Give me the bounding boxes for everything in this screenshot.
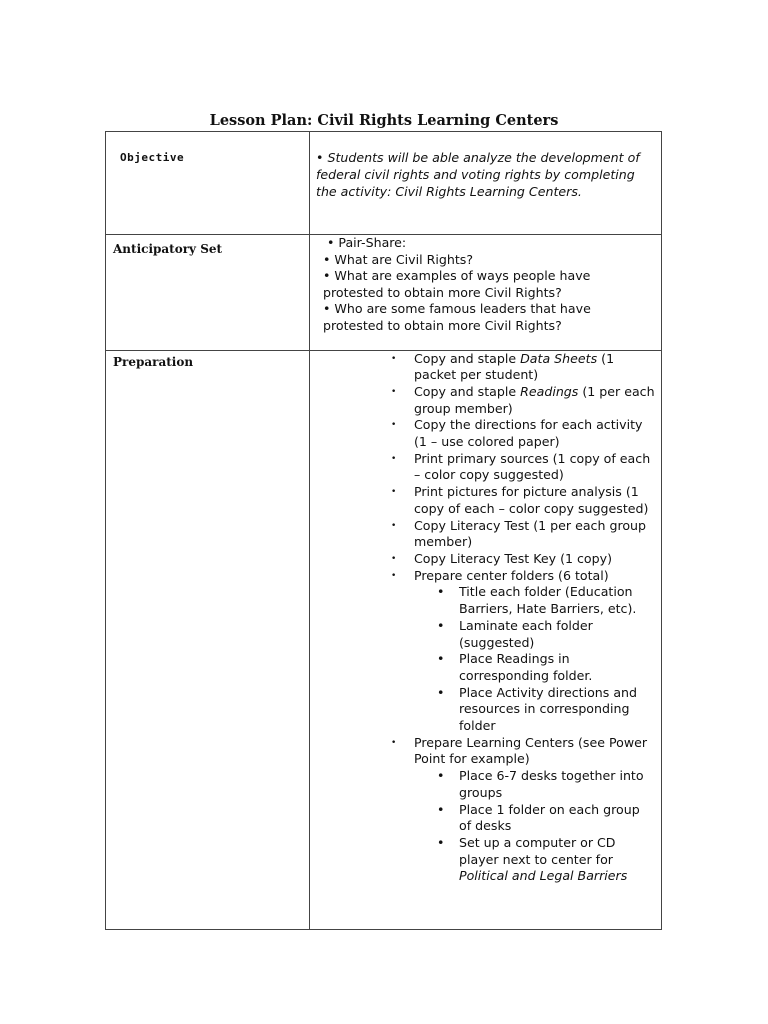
bullet: • <box>391 737 397 748</box>
objective-row <box>106 132 662 235</box>
list-item: • What are examples of ways people have protested to obtain more Civil Rights? <box>323 268 591 300</box>
list-item <box>391 450 655 484</box>
bullet: • <box>316 150 324 165</box>
sub-list-item <box>437 768 655 801</box>
objective-label: Objective <box>120 151 185 164</box>
list-item: • Pair-Share: <box>327 235 407 250</box>
page-title: Lesson Plan: Civil Rights Learning Centers <box>209 112 559 129</box>
objective-label-cell <box>106 132 310 235</box>
item-text: Place Readings in corresponding folder. <box>459 651 593 683</box>
objective-text <box>310 132 661 234</box>
preparation-row <box>106 350 662 929</box>
bullet: • <box>437 617 445 633</box>
anticipatory-content-cell <box>310 235 662 351</box>
preparation-list <box>310 351 661 929</box>
list-item: • What are Civil Rights? <box>323 251 474 267</box>
item-text: Prepare Learning Centers (see Power Point for example) <box>414 734 648 767</box>
lesson-plan-table <box>105 131 662 930</box>
anticipatory-list <box>310 235 661 350</box>
list-item <box>391 484 655 517</box>
list-item <box>391 417 655 450</box>
item-text: Copy Literacy Test (1 per each group member) <box>414 517 647 550</box>
objective-content-cell <box>310 132 662 235</box>
item-text: Copy the directions for each activity (1 – use colored paper) <box>414 417 643 450</box>
bullet: • <box>391 453 397 464</box>
item-text: Set up a computer or CD player next to center for <box>459 834 616 867</box>
sub-list-item <box>437 617 655 651</box>
sub-list-item <box>437 651 655 684</box>
item-text: Prepare center folders (6 total) <box>414 567 609 583</box>
item-emphasis: Data Sheets <box>520 350 598 366</box>
bullet: • <box>391 353 397 364</box>
bullet: • <box>391 487 397 498</box>
item-emphasis: Readings <box>520 383 579 399</box>
sub-list-item <box>437 834 655 885</box>
anticipatory-row <box>106 235 662 351</box>
preparation-content-cell <box>310 350 662 929</box>
item-text: Place 6-7 desks together into groups <box>459 768 644 800</box>
item-emphasis: Political and Legal Barriers <box>459 868 628 884</box>
item-text: Print pictures for picture analysis (1 copy of each – color copy suggested) <box>414 484 649 516</box>
item-text: Copy and staple <box>414 383 521 399</box>
objective-statement: Students will be able analyze the development of federal civil rights and voting rights by completing the activity: Civil Rights Learning Centers. <box>316 150 640 199</box>
bullet: • <box>437 584 445 600</box>
bullet: • <box>437 651 445 667</box>
item-text: Copy and staple <box>414 350 521 366</box>
sub-list-item <box>437 684 655 735</box>
item-text: (1 packet per student) <box>414 350 615 383</box>
list-item <box>391 734 655 885</box>
list-item <box>391 567 655 735</box>
anticipatory-label-cell <box>106 235 310 351</box>
bullet: • <box>437 684 445 700</box>
bullet: • <box>391 570 397 581</box>
bullet: • <box>391 520 397 531</box>
sub-list-item <box>437 584 655 617</box>
list-item: • Who are some famous leaders that have protested to obtain more Civil Rights? <box>323 301 591 333</box>
list-item <box>391 383 655 417</box>
bullet: • <box>391 420 397 431</box>
bullet: • <box>437 768 445 784</box>
list-item <box>391 551 655 568</box>
item-text: (1 per each group member) <box>414 383 655 416</box>
bullet: • <box>391 386 397 397</box>
item-text: Place 1 folder on each group of desks <box>459 801 640 834</box>
bullet: • <box>437 801 445 817</box>
bullet: • <box>391 554 397 564</box>
preparation-label: Preparation <box>113 354 194 369</box>
bullet: • <box>437 834 445 850</box>
sub-list <box>414 584 655 734</box>
sub-list-item <box>437 801 655 835</box>
anticipatory-label: Anticipatory Set <box>113 242 223 256</box>
item-text: Print primary sources (1 copy of each – color copy suggested) <box>414 450 651 483</box>
list-item <box>391 350 655 384</box>
item-text: Copy Literacy Test Key (1 copy) <box>414 551 612 566</box>
item-text: Title each folder (Education Barriers, Hate Barriers, etc). <box>459 584 637 617</box>
item-text: Place Activity directions and resources in corresponding folder <box>459 684 638 734</box>
preparation-label-cell <box>106 350 310 929</box>
item-text: Laminate each folder (suggested) <box>459 617 593 650</box>
list-item <box>391 517 655 551</box>
preparation-items <box>310 351 655 886</box>
sub-list <box>414 768 655 885</box>
